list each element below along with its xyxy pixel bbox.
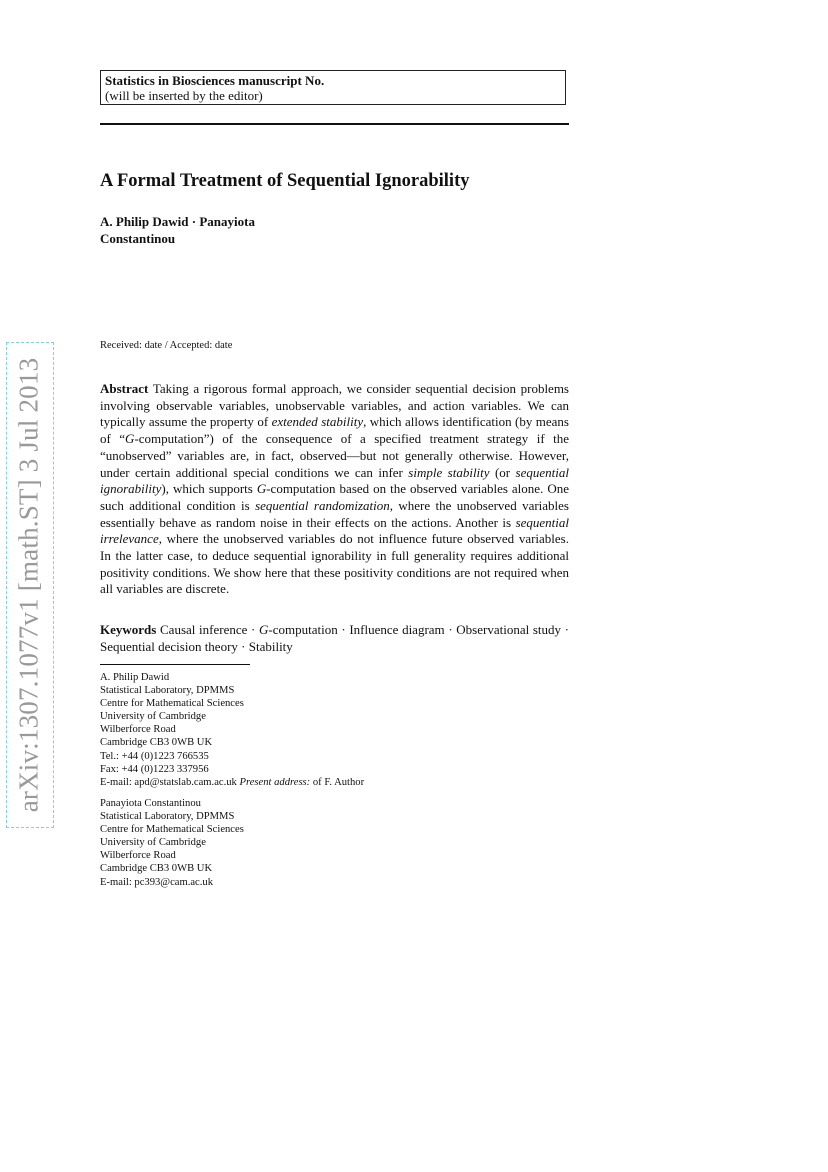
keywords-emphasis: G xyxy=(259,622,269,637)
footnote-rule xyxy=(100,664,250,665)
affiliation-line: A. Philip Dawid xyxy=(100,672,170,683)
affiliation-line: University of Cambridge xyxy=(100,711,206,723)
abstract-text: Taking a rigorous formal approach, we consider sequential decision problems involving observable variables, unobservable variables, and action variables. We can typically assume the property of xyxy=(100,381,569,430)
affiliation-line: Centre for Mathematical Sciences xyxy=(100,698,244,710)
abstract-emphasis: sequential irrelevance xyxy=(100,514,569,547)
affiliation-line: Panayiota Constantinou xyxy=(100,798,201,809)
affiliation-phone: Tel.: +44 (0)1223 766535 xyxy=(100,750,209,762)
abstract xyxy=(100,381,569,598)
affiliation-email-line: E-mail: pc393@cam.ac.uk xyxy=(100,876,214,888)
affiliation-fax: Fax: +44 (0)1223 337956 xyxy=(100,763,209,775)
abstract-emphasis: sequential ignorability xyxy=(100,464,569,497)
header-rule xyxy=(100,123,569,125)
journal-header-box xyxy=(100,70,566,105)
journal-name: Statistics in Biosciences manuscript No. xyxy=(105,73,325,88)
affiliation-email-line xyxy=(100,776,500,789)
abstract-label: Abstract xyxy=(100,381,149,396)
abstract-text: (or xyxy=(489,464,516,480)
abstract-emphasis: extended stability xyxy=(271,414,364,430)
keywords xyxy=(100,622,569,655)
affiliation-constantinou xyxy=(100,797,500,889)
email-text: E-mail: apd@statslab.cam.ac.uk xyxy=(100,776,237,788)
affiliation-line: Centre for Mathematical Sciences xyxy=(100,824,244,836)
abstract-emphasis: simple stability xyxy=(408,464,490,480)
paper-title: A Formal Treatment of Sequential Ignorability xyxy=(100,171,470,191)
affiliation-dawid xyxy=(100,671,500,789)
abstract-text: , where the unobserved variables essentially behave as random noise in their effects on the actions. Another is xyxy=(100,497,569,530)
author-constantinou-first: Panayiota xyxy=(199,214,255,229)
abstract-text: ), which supports xyxy=(161,481,257,497)
abstract-emphasis: G xyxy=(256,481,267,497)
present-address-value: of F. Author xyxy=(312,776,365,788)
abstract-emphasis: sequential randomization xyxy=(255,497,390,513)
affiliation-line: Cambridge CB3 0WB UK xyxy=(100,863,213,875)
abstract-text: , where the unobserved variables do not influence future observed variables. In the latter case, to deduce sequential ignorability in full generality requires additional positivity conditions. We show here that these positivity conditions are not required when all variables are discrete. xyxy=(100,531,569,597)
received-date: Received: date / Accepted: date xyxy=(100,340,233,351)
abstract-emphasis: G xyxy=(125,431,135,447)
author-constantinou-last: Constantinou xyxy=(100,231,176,246)
arxiv-stamp-text[interactable]: arXiv:1307.1077v1 [math.ST] 3 Jul 2013 xyxy=(13,357,44,813)
abstract-text: -computation based on the observed variables alone. One such additional condition is xyxy=(100,481,569,513)
keywords-text: -computation · Influence diagram · Observational study · Sequential decision theory · Stability xyxy=(100,622,570,654)
affiliation-line: Statistical Laboratory, DPMMS xyxy=(100,811,235,823)
author-separator: · xyxy=(191,214,197,229)
keywords-label: Keywords xyxy=(100,622,157,637)
author-dawid: A. Philip Dawid xyxy=(100,214,189,229)
affiliation-line: Statistical Laboratory, DPMMS xyxy=(100,685,235,697)
affiliation-line: Wilberforce Road xyxy=(100,850,176,862)
abstract-text: , which allows identification (by means of “ xyxy=(100,414,569,447)
keywords-text: Causal inference · xyxy=(160,622,260,637)
affiliation-line: University of Cambridge xyxy=(100,837,206,849)
affiliation-line: Cambridge CB3 0WB UK xyxy=(100,737,213,749)
author-list xyxy=(100,213,360,247)
affiliation-line: Wilberforce Road xyxy=(100,724,176,736)
editor-note: (will be inserted by the editor) xyxy=(105,88,263,103)
present-address-label: Present address: xyxy=(239,776,311,788)
abstract-text: -computation”) of the consequence of a specified treatment strategy if the “unobserved” variables are, in fact, observed—but not generally otherwise. However, under certain additional special conditions we can infer xyxy=(100,431,569,480)
